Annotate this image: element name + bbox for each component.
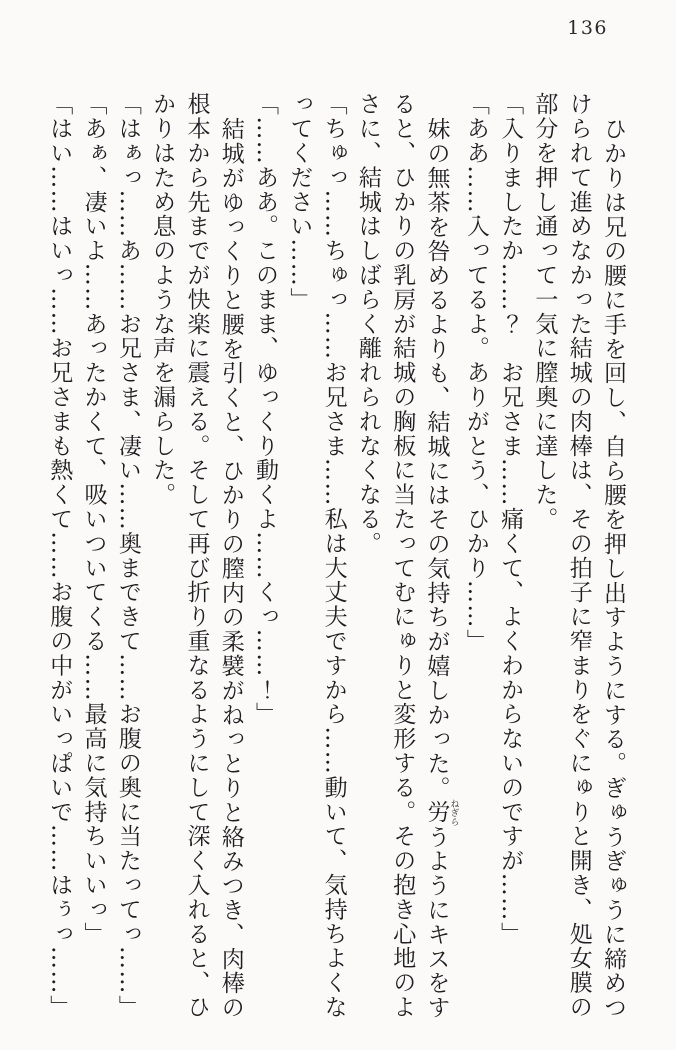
- page-number: 136: [567, 17, 608, 39]
- text-body: [42, 92, 630, 1026]
- text-line: 「あぁ、凄いよ……あったかくて、吸いついてくる……最高に気持ちいいっ」: [80, 92, 107, 946]
- text-line: ひかりは兄の腰に手を回し、自ら腰を押し出すようにする。ぎゅうぎゅうに締めつ: [600, 117, 626, 1020]
- text-line: かりはため息のような声を漏らした。: [149, 92, 176, 507]
- text-line: ってください……」: [286, 92, 313, 312]
- text-line: 結城がゆっくりと腰を引くと、ひかりの膣内の柔襞がねっとりと絡みつき、肉棒の: [217, 117, 244, 1020]
- text-line: 妹の無茶を咎めるよりも、結城にはその気持ちが嬉しかった。労 ねぎらうようにキスをす: [423, 117, 459, 1020]
- text-line: 根本から先までが快楽に震える。そして再び折り重なるようにして深く入れると、ひ: [183, 92, 210, 1020]
- text-line: 部分を押し通って一気に膣奥に達した。: [531, 92, 558, 532]
- furigana-annotation: ねぎら: [448, 798, 459, 826]
- text-line: 「入りましたか……？ お兄さま……痛くて、よくわからないのですが……」: [497, 92, 524, 946]
- text-line: さに、結城はしばらく離れられなくなる。: [354, 92, 381, 556]
- text-line: 「はぁっ……あ……お兄さま、凄い……奥まできて……お腹の奥に当たってっ……」: [114, 92, 141, 1020]
- text-line: 「はい……はいっ……お兄さまも熱くて……お腹の中がいっぱいで……はぅっ……」: [46, 92, 73, 1020]
- text-line: 「……ああ。このまま、ゆっくり動くよ……くっ……！」: [252, 92, 279, 727]
- text-line: けられて進めなかった結城の肉棒は、その拍子に窄まりをぐにゅりと開き、処女膜の: [565, 92, 592, 1020]
- text-line: ると、ひかりの乳房が結城の胸板に当たってむにゅりと変形する。その抱き心地のよ: [389, 92, 416, 1020]
- ruby-annotated-word: 労 ねぎら: [423, 798, 459, 826]
- text-line: 「ああ……入ってるよ。ありがとう、ひかり……」: [462, 92, 489, 654]
- text-line: 「ちゅっ……ちゅっ……お兄さま……私は大丈夫ですから……動いて、気持ちよくな: [320, 92, 347, 1020]
